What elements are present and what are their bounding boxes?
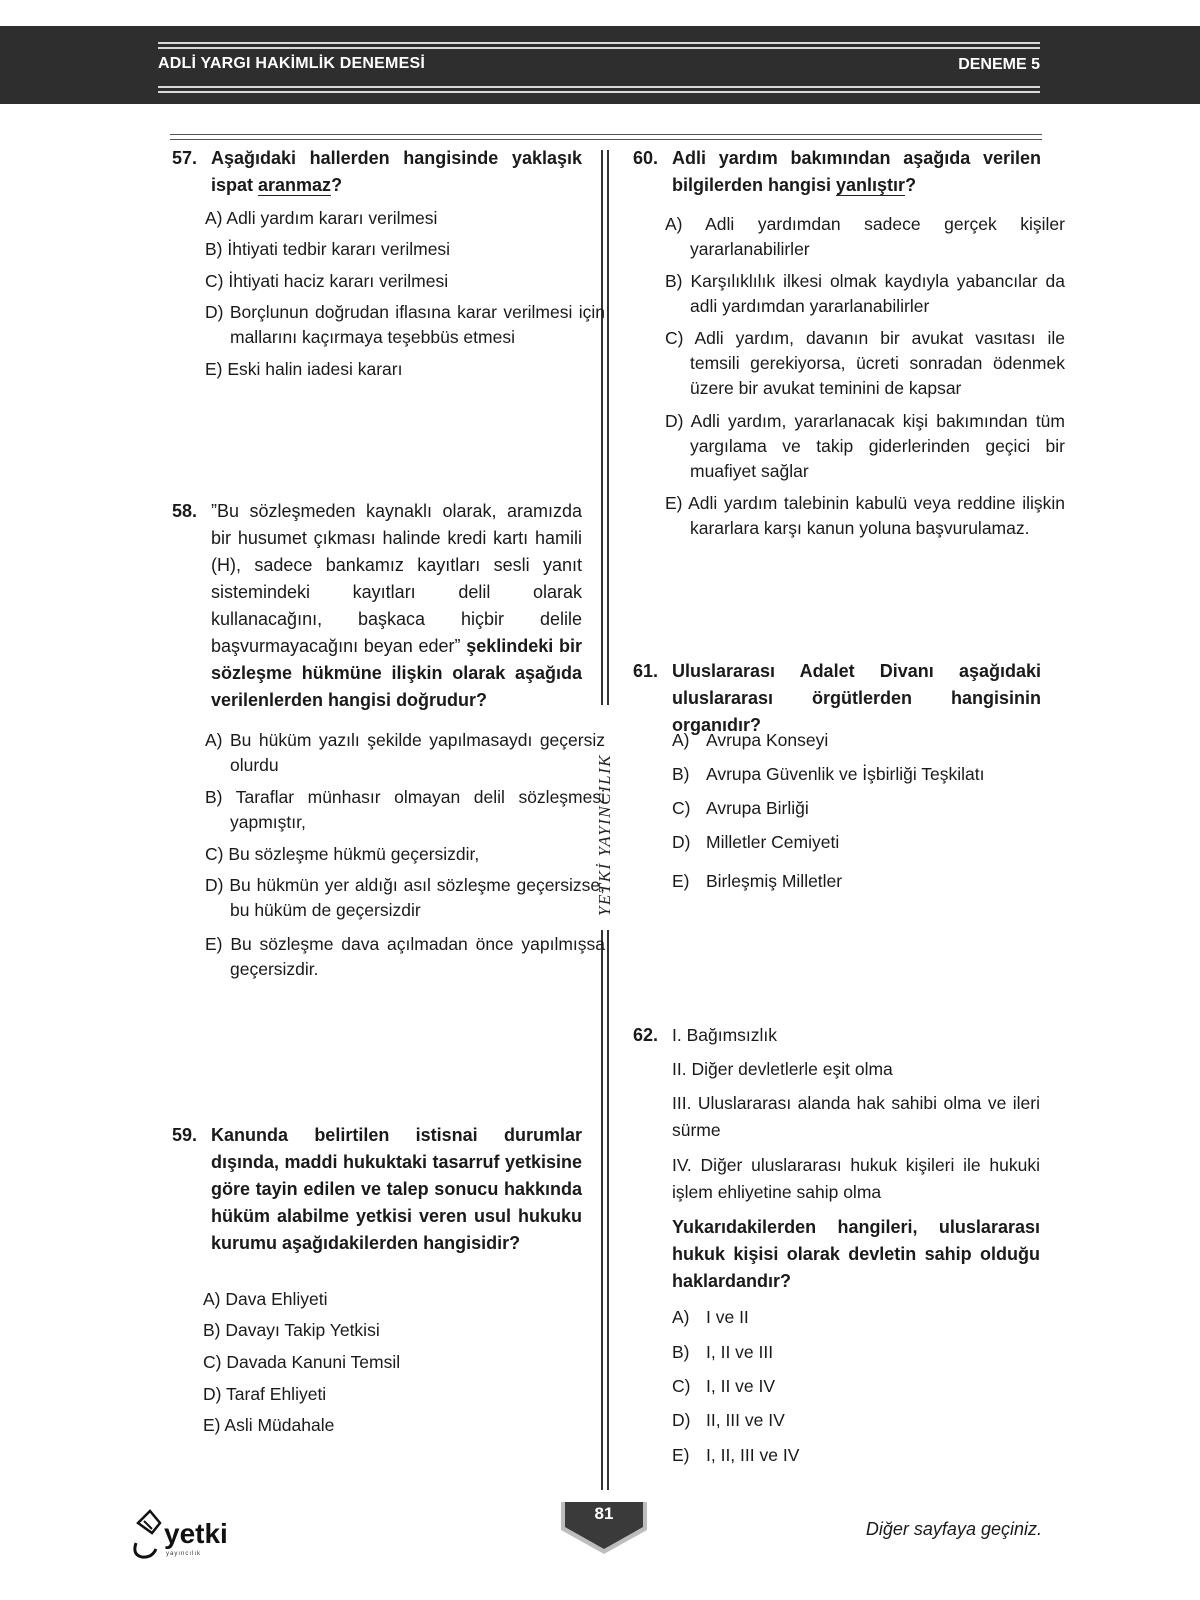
question-number: 61. [633, 661, 659, 681]
option-text: I, II, III ve IV [706, 1445, 800, 1465]
option-text: Avrupa Birliği [706, 798, 809, 818]
option-b[interactable]: B) İhtiyati tedbir kararı verilmesi [205, 239, 451, 259]
logo-wordmark: yetki [164, 1518, 228, 1549]
option-b[interactable]: B) Taraflar münhasır olmayan delil sözleşmesi yapmıştır, [205, 787, 605, 832]
next-page-note: Diğer sayfaya geçiniz. [865, 1519, 1042, 1539]
option-letter: D) [672, 1410, 691, 1430]
statement-i: I. Bağımsızlık [672, 1025, 778, 1045]
option-text: II, III ve IV [706, 1410, 785, 1430]
option-text: Avrupa Güvenlik ve İşbirliği Teşkilatı [706, 764, 985, 784]
header-rule [158, 42, 1040, 44]
option-e[interactable] [672, 1443, 799, 1468]
exam-number: DENEME 5 [958, 56, 1040, 73]
option-a[interactable] [672, 1305, 749, 1330]
question-number: 58. [172, 501, 198, 521]
top-rule [170, 139, 1042, 140]
question-number: 57. [172, 148, 198, 168]
statement-ii: II. Diğer devletlerle eşit olma [672, 1059, 893, 1079]
publisher-logo [130, 1503, 240, 1563]
column-divider [601, 150, 603, 705]
option-b[interactable] [672, 762, 985, 787]
stem-text: Aşağıdaki hallerden hangisinde yaklaşık ispat [211, 148, 582, 195]
stem-emphasis: aranmaz [258, 175, 332, 195]
question-number: 62. [633, 1025, 659, 1045]
option-e[interactable]: E) Bu sözleşme dava açılmadan önce yapılmışsa geçersizdir. [205, 934, 605, 979]
question-number: 60. [633, 148, 659, 168]
option-d[interactable] [672, 1408, 785, 1433]
option-b[interactable] [672, 1340, 773, 1365]
stem-question: şeklindeki bir sözleşme hükmüne ilişkin olarak aşağıda verilenlerden hangisi doğrudur? [211, 636, 582, 710]
question-stem [672, 145, 1041, 199]
option-letter: E) [672, 871, 690, 891]
option-c[interactable]: C) Bu sözleşme hükmü geçersizdir, [205, 844, 480, 864]
option-c[interactable] [672, 796, 809, 821]
quoted-clause: ”Bu sözleşmeden kaynaklı olarak, aramızda bir husumet çıkması halinde kredi kartı hamili (H), sadece bankamız kayıtları sesli yanıt sistemindeki kayıtları delil olarak kullanacağını, başkaca hiçbir delile başvurmayacağını beyan eder” [211, 501, 582, 656]
stem-text: ? [905, 175, 917, 195]
option-text: Birleşmiş Milletler [706, 871, 843, 891]
statement-iii: III. Uluslararası alanda hak sahibi olma ve ileri sürme [672, 1093, 1040, 1140]
option-a[interactable]: A) Adli yardım kararı verilmesi [205, 208, 438, 228]
option-b[interactable]: B) Karşılıklılık ilkesi olmak kaydıyla yabancılar da adli yardımdan yararlanabilirler [665, 271, 1065, 316]
option-text: Avrupa Konseyi [706, 730, 829, 750]
option-d[interactable]: D) Adli yardım, yararlanacak kişi bakımından tüm yargılama ve takip giderlerinden geçici bir muafiyet sağlar [665, 411, 1065, 481]
option-c[interactable] [672, 1374, 775, 1399]
top-rule [170, 134, 1042, 135]
header-rule [158, 86, 1040, 88]
question-stem [211, 145, 582, 199]
option-letter: D) [672, 832, 691, 852]
option-e[interactable]: E) Asli Müdahale [203, 1415, 335, 1435]
exam-title: ADLİ YARGI HAKİMLİK DENEMESİ [158, 55, 425, 72]
option-a[interactable]: A) Bu hüküm yazılı şekilde yapılmasaydı geçersiz olurdu [205, 730, 605, 775]
option-b[interactable]: B) Davayı Takip Yetkisi [203, 1320, 380, 1340]
question-stem: Yukarıdakilerden hangileri, uluslararası hukuk kişisi olarak devletin sahip olduğu haklardandır? [672, 1217, 1040, 1291]
page-header [0, 26, 1200, 104]
column-divider [607, 930, 609, 1490]
statement-iv: IV. Diğer uluslararası hukuk kişileri ile hukuki işlem ehliyetine sahip olma [672, 1155, 1040, 1202]
option-a[interactable]: A) Adli yardımdan sadece gerçek kişiler yararlanabilirler [665, 214, 1065, 259]
header-rule [158, 91, 1040, 93]
option-e[interactable]: E) Eski halin iadesi kararı [205, 359, 403, 379]
divider-publisher-text: YETKİ YAYINCILIK [595, 753, 614, 917]
option-letter: E) [672, 1445, 690, 1465]
option-c[interactable]: C) Adli yardım, davanın bir avukat vasıtası ile temsili gerekiyorsa, ücreti sonradan ödenmek üzere bir avukat teminini de kapsar [665, 328, 1065, 398]
option-d[interactable]: D) Taraf Ehliyeti [203, 1384, 327, 1404]
option-e[interactable]: E) Adli yardım talebinin kabulü veya reddine ilişkin kararlara karşı kanun yoluna başvurulamaz. [665, 493, 1065, 538]
option-d[interactable]: D) Borçlunun doğrudan iflasına karar verilmesi için mallarını kaçırmaya teşebbüs etmesi [205, 302, 605, 347]
option-d[interactable]: D) Bu hükmün yer aldığı asıl sözleşme geçersizse, bu hüküm de geçersizdir [205, 875, 605, 920]
logo-subtext: yayıncılık [166, 1551, 202, 1557]
question-stem: Uluslararası Adalet Divanı aşağıdaki uluslararası örgütlerden hangisinin organıdır? [672, 661, 1041, 735]
option-text: Milletler Cemiyeti [706, 832, 840, 852]
option-a[interactable] [672, 728, 828, 753]
question-stem: Kanunda belirtilen istisnai durumlar dışında, maddi hukuktaki tasarruf yetkisine göre tayin edilen ve talep sonucu hakkında hüküm alabilme yetkisi veren usul hukuku kurumu aşağıdakilerden hangisidir? [211, 1125, 582, 1253]
option-letter: C) [672, 1376, 691, 1396]
question-stem [211, 498, 582, 714]
stem-emphasis: yanlıştır [836, 175, 906, 195]
option-e[interactable] [672, 869, 842, 894]
option-letter: B) [672, 764, 690, 784]
column-divider [607, 150, 609, 705]
option-c[interactable]: C) İhtiyati haciz kararı verilmesi [205, 271, 449, 291]
option-c[interactable]: C) Davada Kanuni Temsil [203, 1352, 401, 1372]
option-letter: A) [672, 730, 690, 750]
stem-text: ? [331, 175, 343, 195]
option-letter: C) [672, 798, 691, 818]
stem-text: Adli yardım bakımından aşağıda verilen bilgilerden hangisi [672, 148, 1041, 195]
option-letter: B) [672, 1342, 690, 1362]
option-a[interactable]: A) Dava Ehliyeti [203, 1289, 328, 1309]
option-text: I, II ve III [706, 1342, 774, 1362]
question-number: 59. [172, 1125, 198, 1145]
option-text: I, II ve IV [706, 1376, 776, 1396]
option-letter: A) [672, 1307, 690, 1327]
page-number: 81 [594, 1504, 614, 1523]
header-rule [158, 47, 1040, 49]
option-d[interactable] [672, 830, 839, 855]
option-text: I ve II [706, 1307, 749, 1327]
